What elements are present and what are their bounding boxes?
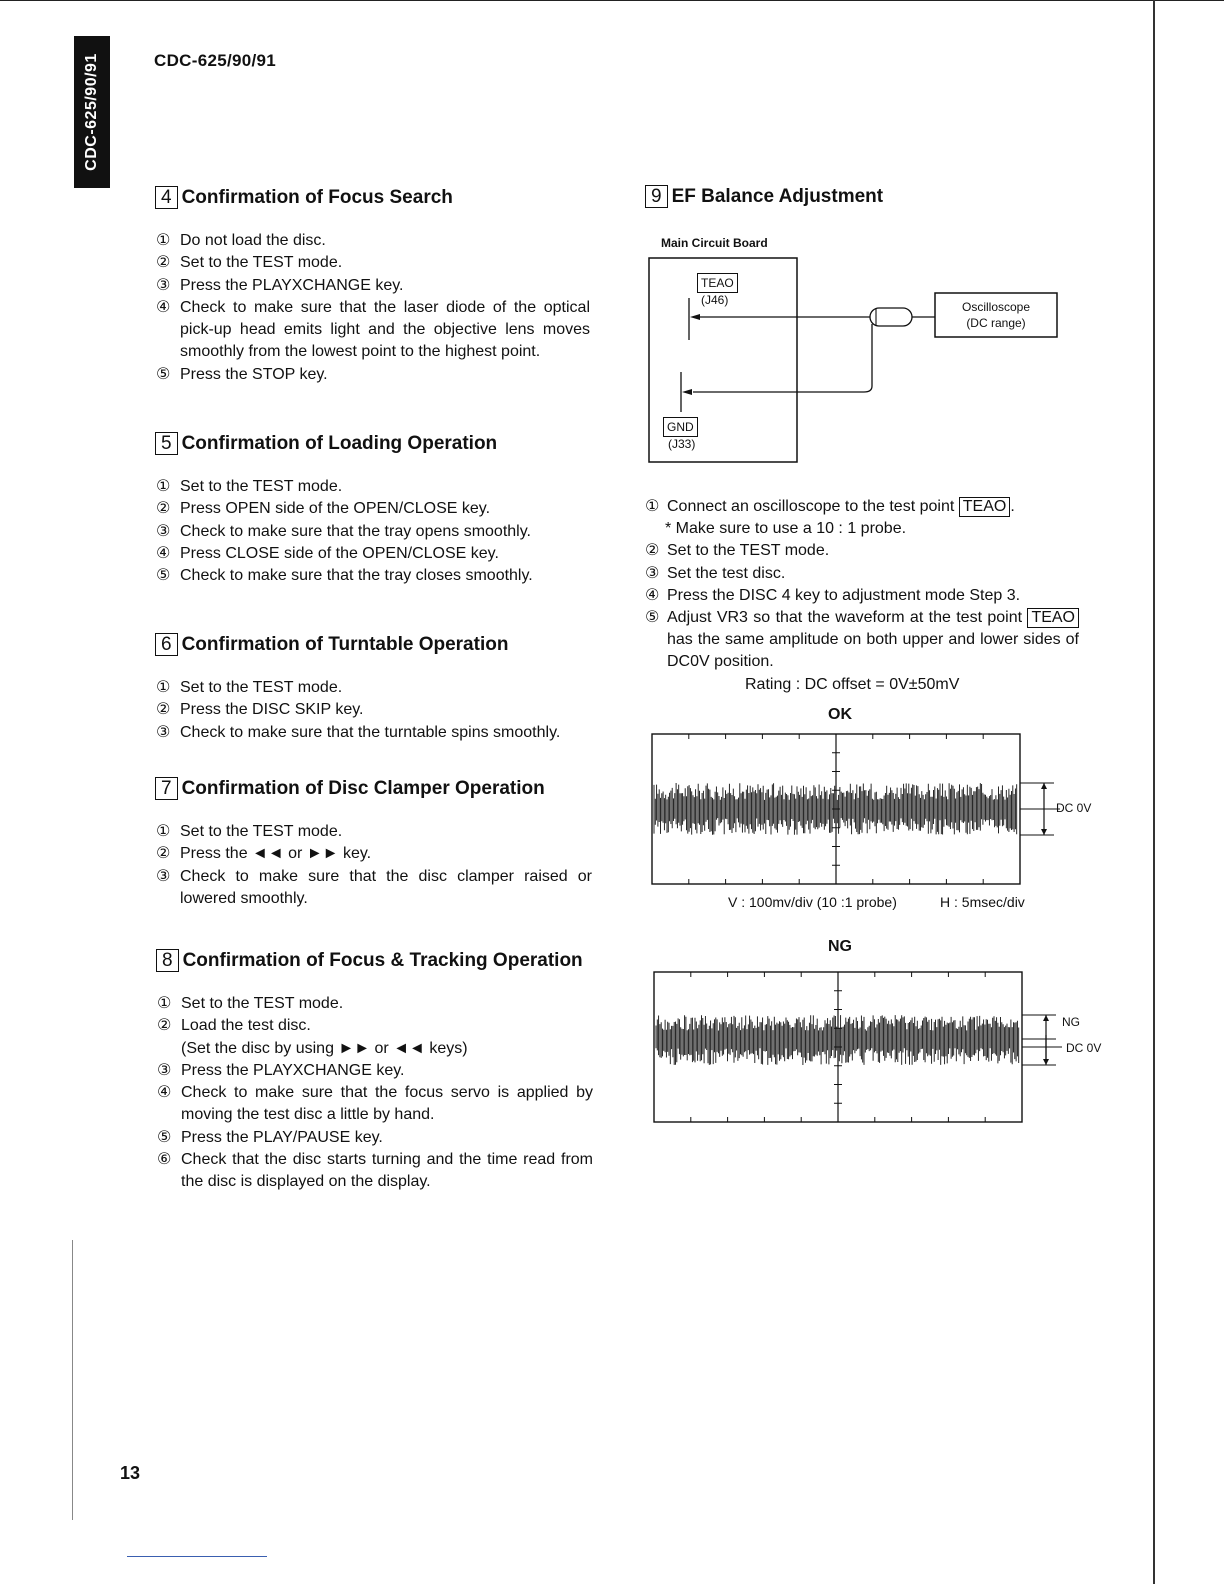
step-text: Set to the TEST mode.	[180, 478, 343, 495]
step-number: ②	[156, 845, 171, 863]
list-item	[156, 722, 596, 744]
step-text: Press the DISC SKIP key.	[180, 701, 364, 719]
list-item	[157, 993, 593, 1015]
list-item	[645, 540, 1079, 562]
step-number: ⑤	[157, 1128, 172, 1146]
section-6-title	[155, 633, 508, 656]
scope-caption-v: V : 100mv/div (10 :1 probe)	[728, 894, 897, 910]
step-text: Check to make sure that the tray closes smoothly.	[180, 567, 533, 585]
gnd-box: GND	[663, 417, 698, 437]
step-number: ④	[156, 544, 171, 562]
step-number: ②	[645, 542, 660, 560]
model-header: CDC-625/90/91	[154, 51, 277, 70]
list-item	[157, 1060, 593, 1082]
step-number: ④	[645, 586, 660, 604]
step-text: Check that the disc starts turning and the time read from the disc is displayed on the display.	[181, 1151, 593, 1191]
gnd-point-label	[663, 417, 698, 437]
section-title-text: Confirmation of Focus & Tracking Operation	[182, 949, 583, 971]
section-number: 4	[155, 186, 178, 209]
step-text: Load the test disc.	[181, 1017, 311, 1035]
section-number: 5	[155, 432, 178, 455]
step-text: Press the PLAYXCHANGE key.	[180, 276, 404, 294]
step-text: Check to make sure that the tray opens smoothly.	[180, 522, 531, 540]
dc-label-ok: DC 0V	[1056, 801, 1092, 815]
step-text: Press CLOSE side of the OPEN/CLOSE key.	[180, 544, 499, 562]
side-tab-label: CDC-625/90/91	[83, 53, 100, 171]
ok-waveform-scope	[650, 732, 1060, 888]
step-text: Press the STOP key.	[180, 365, 328, 383]
step-number: ①	[645, 498, 660, 515]
list-item	[156, 565, 596, 587]
section-8-steps	[157, 993, 593, 1194]
step-number: ④	[157, 1084, 172, 1102]
step-text: Press the ◄◄ or ►► key.	[180, 845, 372, 863]
step-number: ②	[156, 500, 171, 518]
scope-caption-h: H : 5msec/div	[940, 894, 1025, 910]
probe-note: * Make sure to use a 10 : 1 probe.	[665, 520, 907, 538]
ng-waveform-scope	[652, 970, 1062, 1126]
step-number: ①	[156, 232, 171, 249]
step-text: Set to the TEST mode.	[180, 823, 343, 840]
gnd-ref: (J33)	[668, 437, 696, 451]
list-item	[156, 230, 590, 252]
step-number: ⑤	[645, 609, 660, 627]
list-item	[156, 364, 590, 386]
step-text: Do not load the disc.	[180, 232, 326, 249]
section-9-title	[645, 185, 883, 208]
list-item	[156, 699, 596, 721]
page-number: 13	[120, 1463, 141, 1483]
step-number: ③	[156, 276, 171, 294]
teao-point-label	[697, 273, 738, 293]
step-text: Set to the TEST mode.	[180, 254, 343, 272]
step-number: ②	[156, 254, 171, 272]
step-number: ④	[156, 298, 171, 316]
step-number: ③	[156, 867, 171, 885]
section-number: 9	[645, 185, 668, 208]
list-item	[156, 252, 590, 274]
side-tab	[74, 36, 110, 188]
teao-box: TEAO	[1027, 608, 1079, 628]
section-6-steps	[156, 677, 596, 744]
step-text: Set to the TEST mode.	[180, 679, 343, 696]
oscilloscope-name: Oscilloscope	[961, 300, 1031, 314]
step-text: Set to the TEST mode.	[181, 995, 344, 1012]
ng-offset-label: NG	[1062, 1015, 1080, 1029]
section-number: 7	[155, 777, 178, 800]
diagram-wiring	[648, 236, 1068, 466]
step-text: Connect an oscilloscope to the test point	[667, 498, 955, 515]
step-number: ③	[156, 522, 171, 540]
section-title-text: Confirmation of Focus Search	[181, 186, 453, 208]
oscilloscope-range: (DC range)	[966, 316, 1026, 330]
step-number: ①	[156, 823, 171, 840]
step-number: ⑥	[157, 1151, 172, 1169]
step-text: Check to make sure that the turntable spins smoothly.	[180, 723, 561, 741]
list-item	[156, 866, 592, 911]
section-4-steps	[156, 230, 590, 386]
step-text: Press the DISC 4 key to adjustment mode Step 3.	[667, 586, 1021, 604]
list-item	[157, 1015, 593, 1060]
top-rule	[0, 0, 1224, 1]
step-number: ⑤	[156, 365, 171, 383]
step-text: Set to the TEST mode.	[667, 542, 830, 560]
list-item	[156, 275, 590, 297]
teao-box: TEAO	[697, 273, 738, 293]
step-subtext: (Set the disc by using ►► or ◄◄ keys)	[181, 1039, 468, 1057]
step-number: ①	[156, 679, 171, 696]
right-margin-rule	[1153, 0, 1155, 1584]
teao-box: TEAO	[959, 497, 1011, 517]
bottom-link-rule	[127, 1556, 267, 1557]
section-5-title	[155, 432, 497, 455]
section-7-steps	[156, 821, 592, 910]
amplitude-marker	[1022, 1015, 1062, 1065]
left-margin-rule	[72, 1240, 73, 1520]
section-9-steps	[645, 496, 1079, 696]
step-number: ①	[156, 478, 171, 495]
list-item	[156, 498, 596, 520]
section-title-text: EF Balance Adjustment	[671, 185, 884, 207]
step-text: Press OPEN side of the OPEN/CLOSE key.	[180, 500, 491, 518]
step-text: Check to make sure that the laser diode of the optical pick-up head emits light and the objective lens moves smoothly from the lowest point to the highest point.	[180, 298, 590, 361]
list-item	[156, 543, 596, 565]
step-number: ③	[156, 723, 171, 741]
list-item	[645, 585, 1079, 607]
section-number: 8	[156, 949, 179, 972]
list-item	[645, 607, 1079, 674]
list-item	[156, 521, 596, 543]
list-item	[156, 476, 596, 498]
step-number: ③	[645, 564, 660, 582]
dc-label-ng: DC 0V	[1066, 1041, 1102, 1055]
amplitude-marker	[1020, 783, 1060, 835]
section-title-text: Confirmation of Turntable Operation	[181, 633, 509, 655]
step-text: Set the test disc.	[667, 564, 786, 582]
list-item	[157, 1149, 593, 1194]
list-item	[156, 843, 592, 865]
step-text-cont: has the same amplitude on both upper and lower sides of DC0V position.	[667, 631, 1079, 671]
step-number: ②	[157, 1017, 172, 1035]
section-title-text: Confirmation of Disc Clamper Operation	[181, 777, 545, 799]
step-text: Press the PLAYXCHANGE key.	[181, 1061, 405, 1079]
list-item	[156, 821, 592, 843]
list-item	[157, 1127, 593, 1149]
list-item: ① Connect an oscilloscope to the test point TEAO .	[645, 496, 1079, 518]
section-7-title	[155, 777, 545, 800]
step-number: ③	[157, 1061, 172, 1079]
section-number: 6	[155, 633, 178, 656]
board-label: Main Circuit Board	[661, 236, 768, 250]
list-item	[157, 1082, 593, 1127]
step-text: Press the PLAY/PAUSE key.	[181, 1128, 383, 1146]
ng-label: NG	[828, 938, 852, 955]
rating-text: Rating : DC offset = 0V±50mV	[745, 675, 960, 693]
step-number: ①	[157, 995, 172, 1012]
list-item	[156, 297, 590, 364]
step-text: Check to make sure that the disc clamper raised or lowered smoothly.	[180, 867, 592, 907]
step-number: ⑤	[156, 567, 171, 585]
list-item	[645, 563, 1079, 585]
step-text: Check to make sure that the focus servo is applied by moving the test disc a little by hand.	[181, 1084, 593, 1124]
section-5-steps	[156, 476, 596, 587]
connection-diagram	[648, 236, 1068, 466]
step-number: ②	[156, 701, 171, 719]
section-8-title	[156, 949, 583, 972]
teao-ref: (J46)	[701, 293, 729, 307]
oscilloscope-label	[935, 299, 1057, 331]
ok-label: OK	[828, 706, 852, 723]
step-text: Adjust VR3 so that the waveform at the test point	[667, 609, 1023, 627]
section-4-title	[155, 186, 453, 209]
waveform-trace	[656, 1015, 1019, 1065]
section-title-text: Confirmation of Loading Operation	[181, 432, 498, 454]
list-item	[156, 677, 596, 699]
